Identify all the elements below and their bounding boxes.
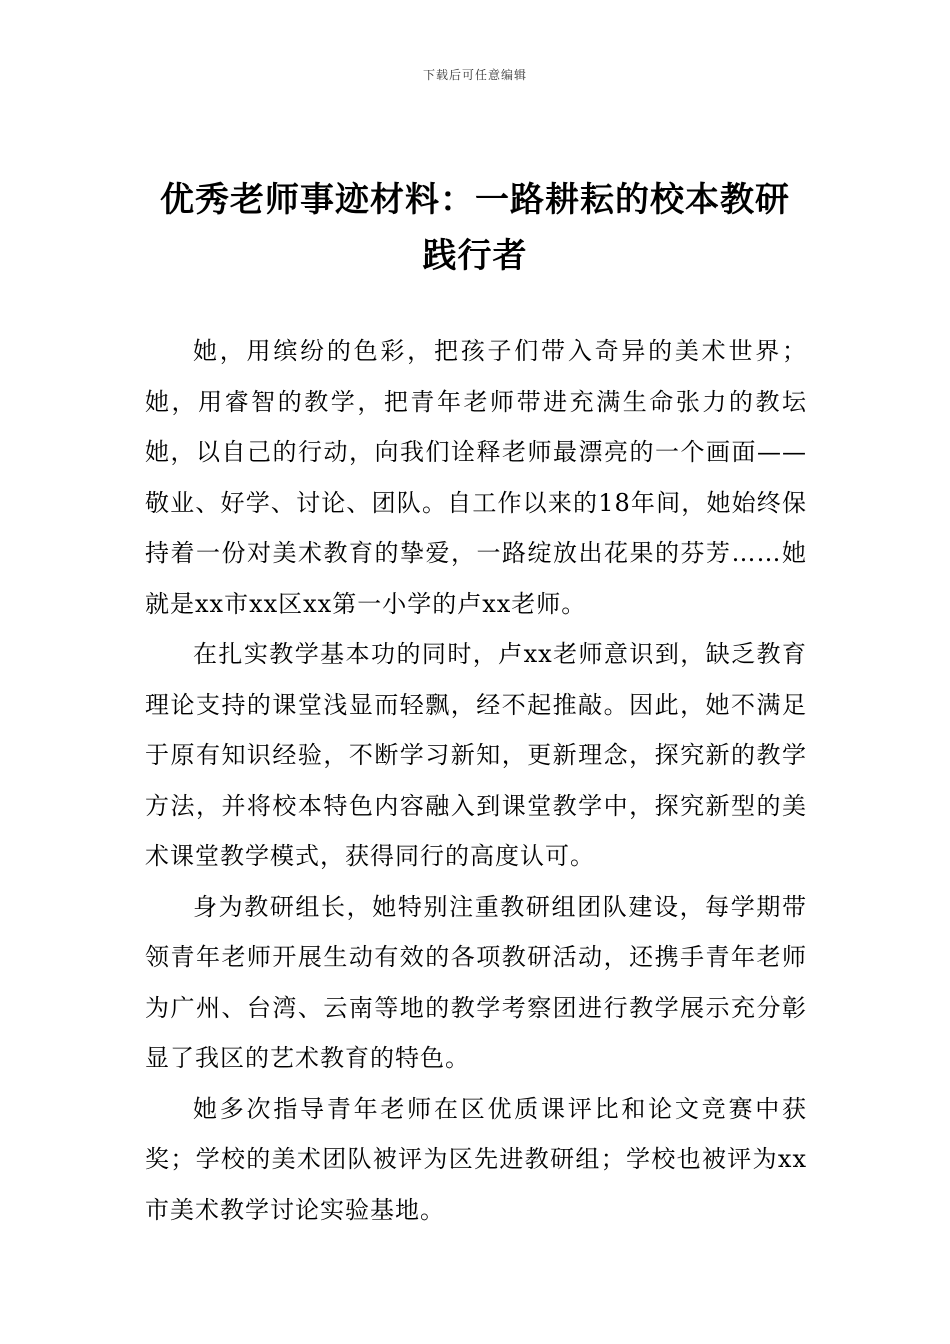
document-body [145,326,807,1235]
header-note: 下载后可任意编辑 [422,68,527,82]
paragraph-2: 在扎实教学基本功的同时，卢xx老师意识到，缺乏教育理论支持的课堂浅显而轻飘，经不起推敲。因此，她不满足于原有知识经验，不断学习新知，更新理念，探究新的教学方法，并将校本特色内容融入到课堂教学中，探究新型的美术课堂教学模式，获得同行的高度认可。 [145,640,807,870]
document-title: 优秀老师事迹材料：一路耕耘的校本教研践行者 [160,180,790,276]
paragraph-1: 她，用缤纷的色彩，把孩子们带入奇异的美术世界；她，用睿智的教学，把青年老师带进充满生命张力的教坛她，以自己的行动，向我们诠释老师最漂亮的一个画面——敬业、好学、讨论、团队。自工作以来的18年间，她始终保持着一份对美术教育的挚爱，一路绽放出花果的芬芳……她就是xx市xx区xx第一小学的卢xx老师。 [145,337,807,618]
paragraph-3: 身为教研组长，她特别注重教研组团队建设，每学期带领青年老师开展生动有效的各项教研活动，还携手青年老师为广州、台湾、云南等地的教学考察团进行教学展示充分彰显了我区的艺术教育的特色。 [145,892,807,1072]
paragraph-4: 她多次指导青年老师在区优质课评比和论文竞赛中获奖；学校的美术团队被评为区先进教研组；学校也被评为xx市美术教学讨论实验基地。 [145,1094,807,1224]
